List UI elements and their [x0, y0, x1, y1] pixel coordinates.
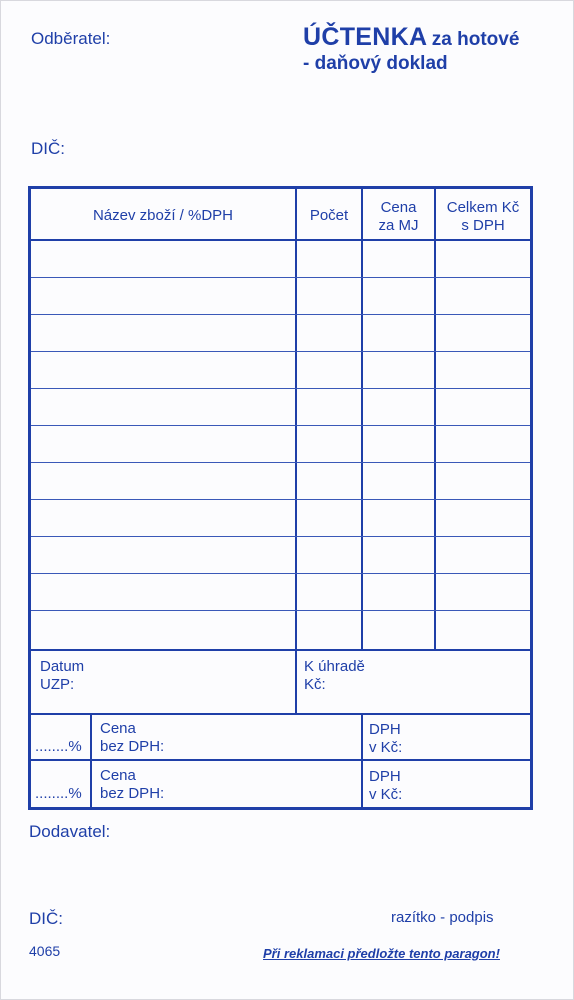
row-line — [31, 388, 530, 389]
supplier-label: Dodavatel: — [29, 822, 111, 841]
row-line — [31, 425, 530, 426]
items-end-line — [31, 649, 530, 651]
col-header-total-1: Celkem Kč — [446, 199, 520, 216]
vat-base-1a: Cena — [100, 720, 136, 737]
row-line — [31, 610, 530, 611]
col-header-name: Název zboží / %DPH — [92, 207, 234, 224]
col-header-total-2: s DPH — [461, 217, 505, 234]
pay-label-1: K úhradě — [304, 658, 365, 675]
vat-base-2b: bez DPH: — [100, 785, 165, 802]
customer-dic-label: DIČ: — [31, 139, 65, 158]
row-line — [31, 351, 530, 352]
vat-section-line — [31, 713, 530, 715]
col-header-count: Počet — [309, 207, 349, 224]
row-line — [31, 462, 530, 463]
row-line — [31, 314, 530, 315]
title-rest: za hotové — [431, 29, 520, 50]
row-line — [31, 499, 530, 500]
col-divider-count — [295, 189, 297, 649]
stamp-signature-label: razítko - podpis — [391, 909, 494, 926]
col-divider-total — [434, 189, 436, 649]
col-divider-price — [361, 189, 363, 649]
date-label-1: Datum — [40, 658, 85, 675]
items-table — [28, 186, 533, 810]
date-pay-divider — [295, 649, 297, 713]
date-label-2: UZP: — [40, 676, 75, 693]
document-title — [303, 23, 519, 52]
vat-pct-1: ........% — [35, 738, 82, 755]
vat-base-1b: bez DPH: — [100, 738, 165, 755]
vat-row-line — [31, 759, 530, 761]
vat-amount-1b: v Kč: — [369, 739, 403, 756]
row-line — [31, 277, 530, 278]
document-subtitle: - daňový doklad — [303, 53, 448, 74]
row-line — [31, 536, 530, 537]
form-number: 4065 — [29, 943, 61, 959]
vat-amount-1a: DPH — [369, 721, 401, 738]
vat-pct-2: ........% — [35, 785, 82, 802]
row-line — [31, 573, 530, 574]
vat-base-2a: Cena — [100, 767, 136, 784]
title-bold: ÚČTENKA — [303, 23, 428, 51]
vat-amount-2a: DPH — [369, 768, 401, 785]
customer-label: Odběratel: — [31, 29, 111, 48]
complaint-note: Při reklamaci předložte tento paragon! — [263, 946, 500, 961]
col-header-price-2: za MJ — [378, 217, 419, 234]
supplier-dic-label: DIČ: — [29, 909, 63, 928]
header-row-line — [31, 239, 530, 241]
vat-amount-2b: v Kč: — [369, 786, 403, 803]
pay-label-2: Kč: — [304, 676, 326, 693]
col-header-price-1: Cena — [380, 199, 417, 216]
